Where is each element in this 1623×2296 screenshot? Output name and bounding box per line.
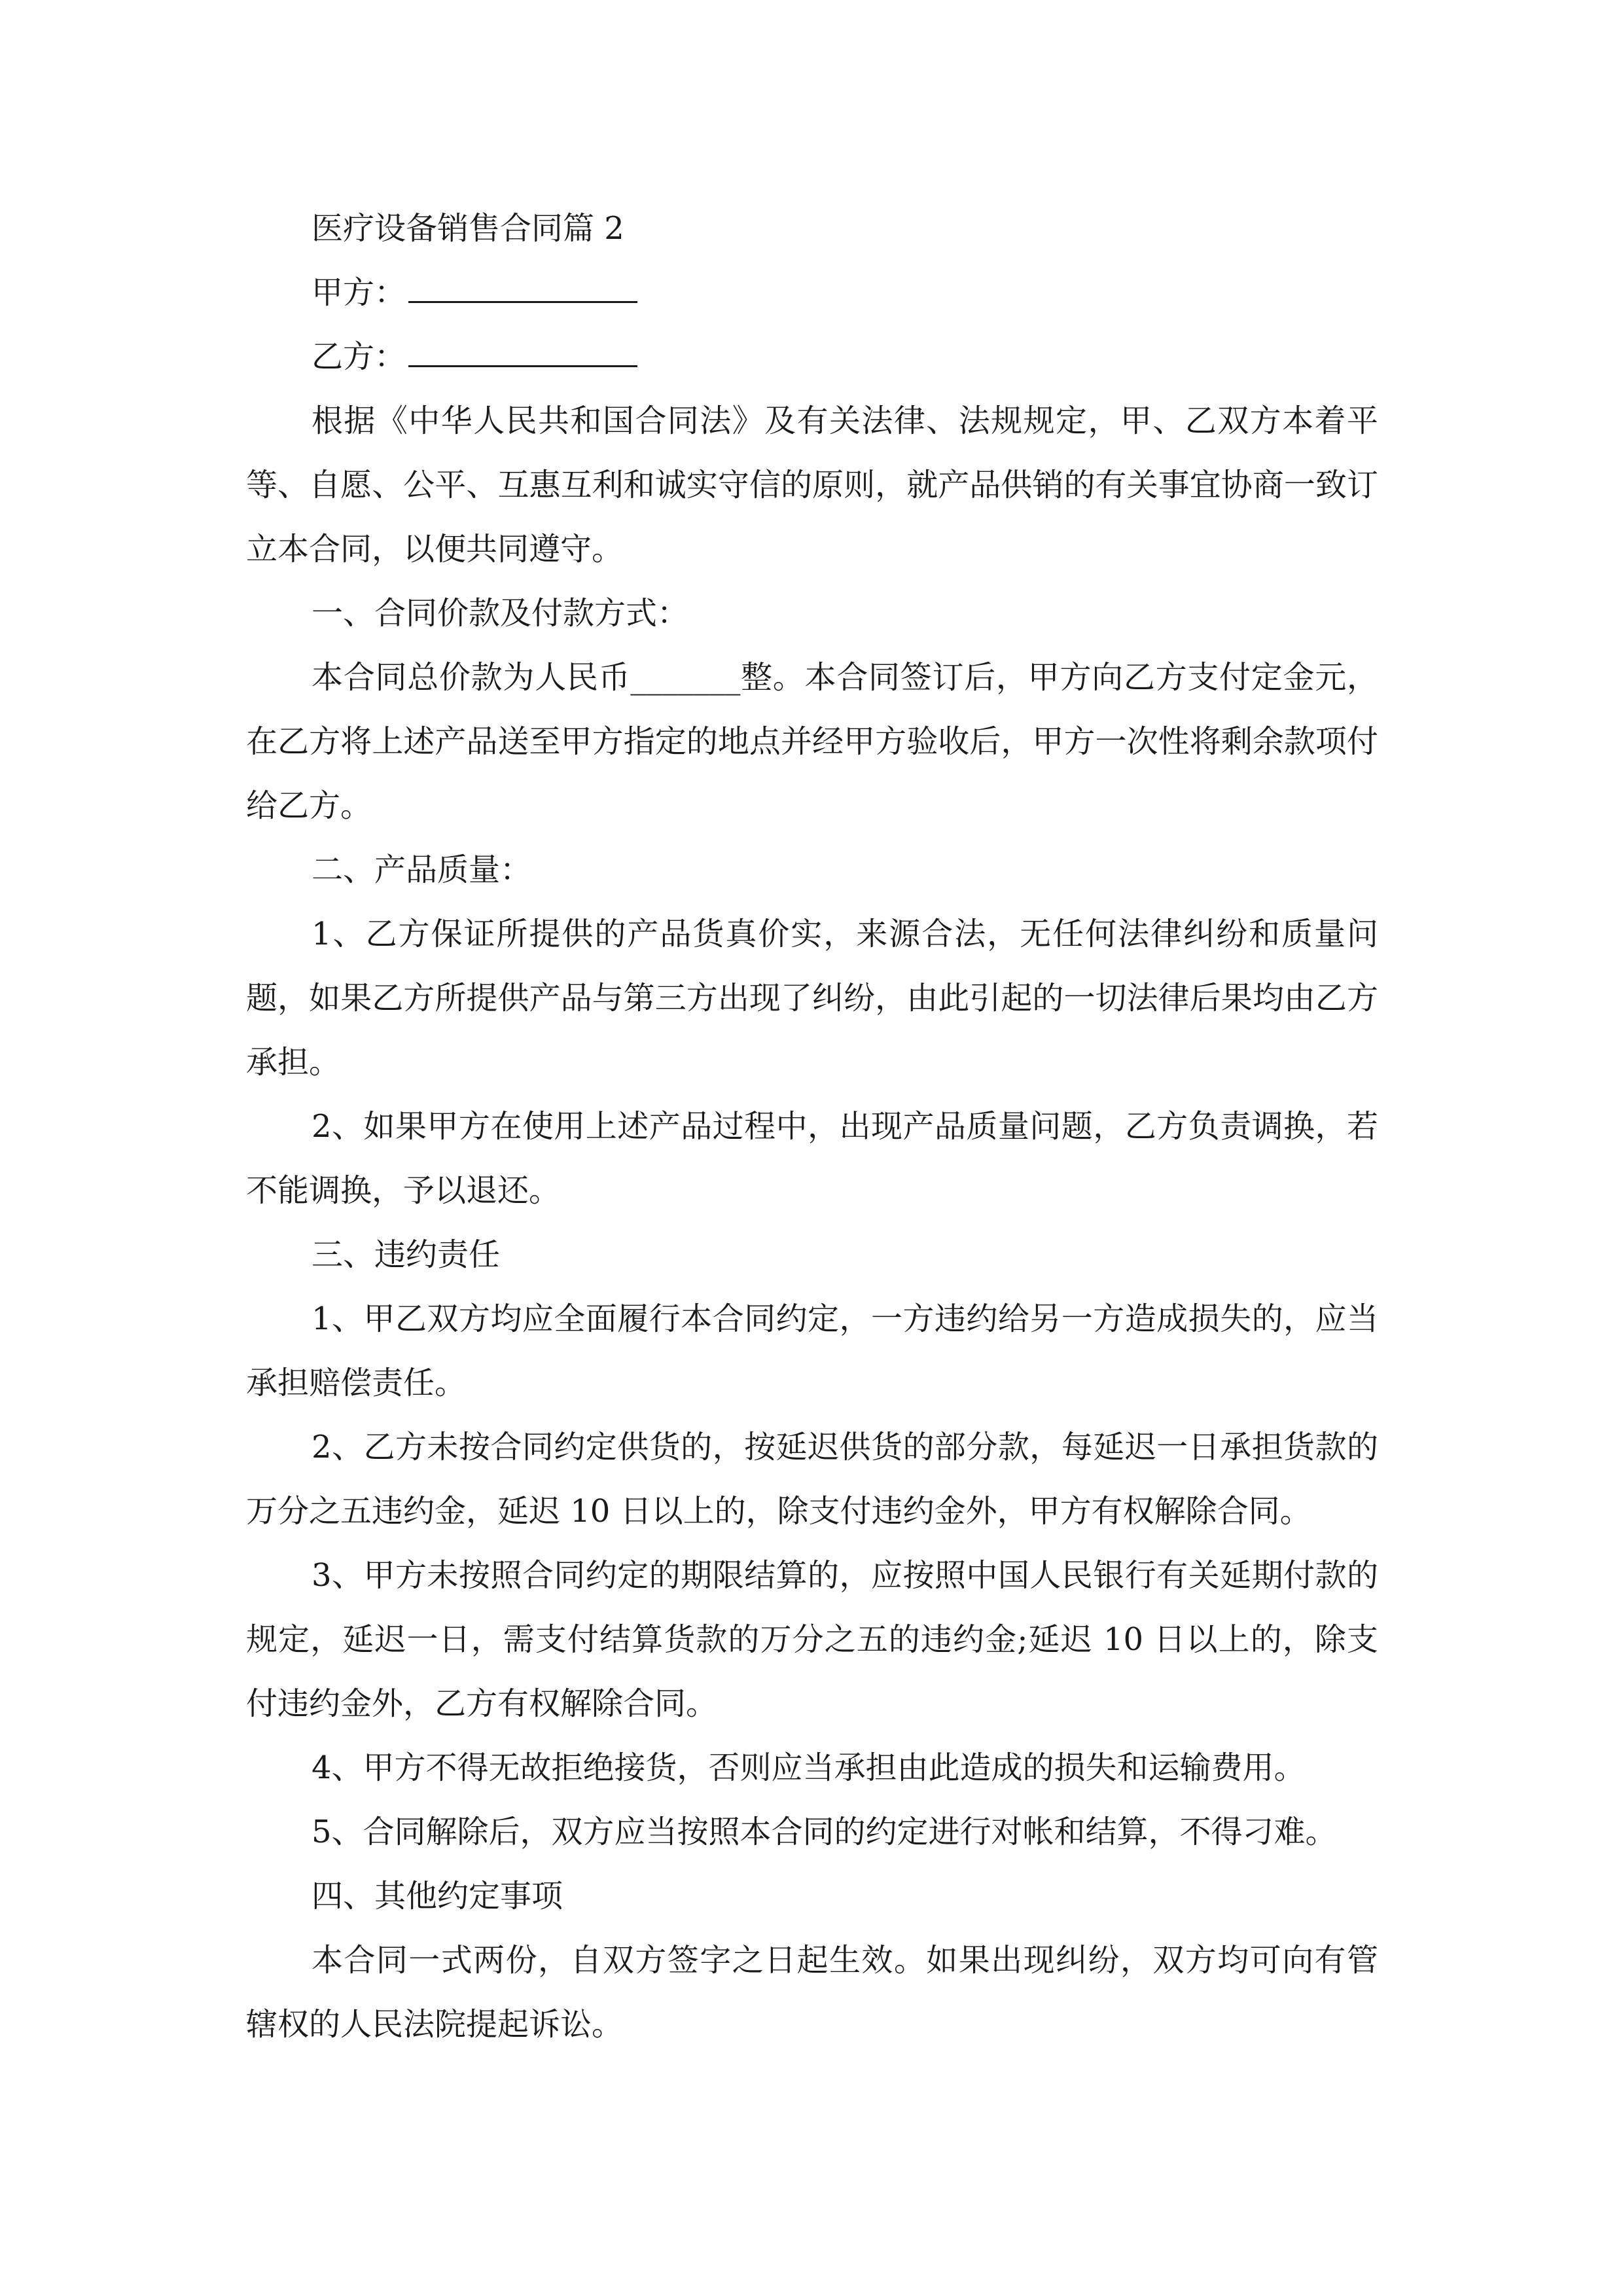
party-b-line <box>246 325 1378 389</box>
section-heading-quality: 二、产品质量： <box>312 852 532 888</box>
section-heading-payment: 一、合同价款及付款方式： <box>312 595 689 632</box>
document-page <box>246 196 1378 2056</box>
paragraph-liability-1: 1、甲乙双方均应全面履行本合同约定，一方违约给另一方造成损失的，应当承担赔偿责任。 <box>246 1300 1378 1401</box>
party-b-label: 乙方： <box>312 338 406 375</box>
section-heading-other: 四、其他约定事项 <box>312 1878 563 1914</box>
paragraph-liability-4: 4、甲方不得无故拒绝接货，否则应当承担由此造成的损失和运输费用。 <box>312 1749 1306 1786</box>
paragraph-other: 本合同一式两份，自双方签字之日起生效。如果出现纠纷，双方均可向有管辖权的人民法院提起诉讼。 <box>246 1942 1378 2043</box>
section-heading-liability: 三、违约责任 <box>312 1236 501 1273</box>
paragraph-preamble: 根据《中华人民共和国合同法》及有关法律、法规规定，甲、乙双方本着平等、自愿、公平、互惠互利和诚实守信的原则，就产品供销的有关事宜协商一致订立本合同，以便共同遵守。 <box>246 403 1378 567</box>
paragraph-liability-3: 3、甲方未按照合同约定的期限结算的，应按照中国人民银行有关延期付款的规定，延迟一日，需支付结算货款的万分之五的违约金;延迟 10 日以上的，除支付违约金外，乙方有权解除合同。 <box>246 1557 1378 1722</box>
paragraph-quality-2: 2、如果甲方在使用上述产品过程中，出现产品质量问题，乙方负责调换，若不能调换，予以退还。 <box>246 1108 1378 1209</box>
paragraph-liability-2: 2、乙方未按合同约定供货的，按延迟供货的部分款，每延迟一日承担货款的万分之五违约金，延迟 10 日以上的，除支付违约金外，甲方有权解除合同。 <box>246 1429 1378 1530</box>
party-b-blank <box>408 339 637 367</box>
party-a-label: 甲方： <box>312 274 406 311</box>
paragraph-quality-1: 1、乙方保证所提供的产品货真价实，来源合法，无任何法律纠纷和质量问题，如果乙方所提供产品与第三方出现了纠纷，由此引起的一切法律后果均由乙方承担。 <box>246 916 1378 1081</box>
party-a-blank <box>408 275 637 303</box>
party-a-line <box>246 260 1378 325</box>
paragraph-liability-5: 5、合同解除后，双方应当按照本合同的约定进行对帐和结算，不得刁难。 <box>312 1814 1337 1850</box>
document-title: 医疗设备销售合同篇 2 <box>312 210 624 247</box>
paragraph-payment: 本合同总价款为人民币_______整。本合同签订后，甲方向乙方支付定金元，在乙方将上述产品送至甲方指定的地点并经甲方验收后，甲方一次性将剩余款项付给乙方。 <box>246 659 1378 824</box>
